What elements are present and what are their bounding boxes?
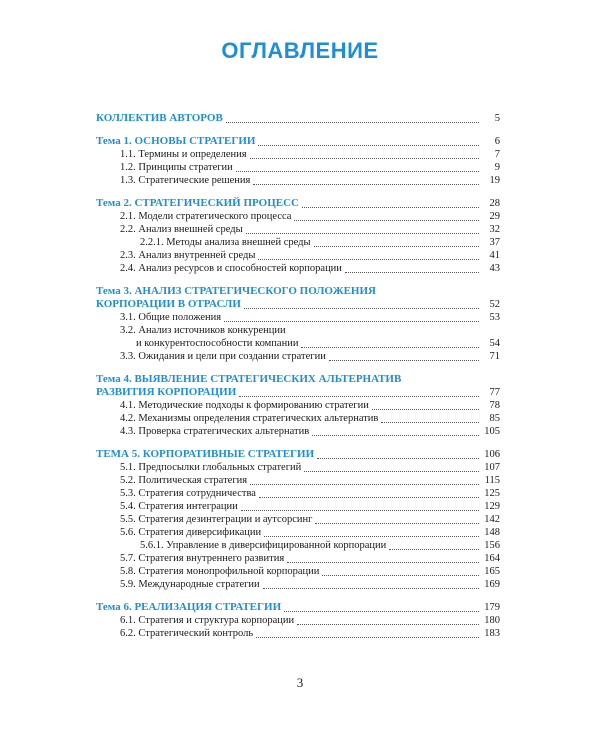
toc-entry-page: 115 <box>484 475 500 486</box>
toc-leader-dots <box>226 122 479 123</box>
toc-entry-title: 5.8. Стратегия монопрофильной корпорации <box>120 566 320 577</box>
toc-entry-page: 52 <box>489 299 500 310</box>
toc-entry-page: 106 <box>484 449 500 460</box>
toc-leader-dots <box>294 220 479 221</box>
toc-entry-page: 148 <box>484 527 500 538</box>
toc-leader-dots <box>372 409 479 410</box>
toc-entry-page: 164 <box>484 553 500 564</box>
toc-entry-title: 3.3. Ожидания и цели при создании стратегии <box>120 351 326 362</box>
toc-entry[interactable] <box>96 412 500 425</box>
toc-leader-dots <box>329 360 479 361</box>
toc-entry[interactable] <box>96 526 500 539</box>
toc-entry[interactable] <box>96 298 500 311</box>
toc-section <box>96 373 500 438</box>
toc-entry-title: 3.2. Анализ источников конкуренции <box>120 325 286 336</box>
toc-leader-dots <box>304 471 479 472</box>
toc-entry-title: 5.7. Стратегия внутреннего развития <box>120 553 285 564</box>
toc-entry[interactable] <box>96 565 500 578</box>
toc-entry[interactable] <box>96 513 500 526</box>
toc-entry-title: и конкурентоспособности компании <box>136 338 299 349</box>
toc-entry[interactable] <box>96 614 500 627</box>
toc-entry[interactable] <box>96 148 500 161</box>
toc-entry[interactable] <box>96 627 500 640</box>
toc-entry-title: 3.1. Общие положения <box>120 312 222 323</box>
toc-entry[interactable] <box>96 337 500 350</box>
toc-leader-dots <box>263 588 479 589</box>
toc-entry-title: Тема 2. СТРАТЕГИЧЕСКИЙ ПРОЦЕСС <box>96 197 300 209</box>
toc-entry-title: 5.6. Стратегия диверсификации <box>120 527 262 538</box>
toc-entry[interactable] <box>96 448 500 461</box>
toc-entry-page: 165 <box>484 566 500 577</box>
toc-entry[interactable] <box>96 210 500 223</box>
toc-entry[interactable] <box>96 350 500 363</box>
toc-section <box>96 197 500 275</box>
toc-entry[interactable] <box>96 539 500 552</box>
toc-entry-page: 85 <box>489 413 500 424</box>
toc-leader-dots <box>302 207 479 208</box>
toc-entry[interactable] <box>96 373 500 386</box>
toc-entry-title: 2.2.1. Методы анализа внешней среды <box>140 237 311 248</box>
toc-entry[interactable] <box>96 311 500 324</box>
toc-leader-dots <box>345 272 479 273</box>
toc-entry-title: 2.4. Анализ ресурсов и способностей корпорации <box>120 263 342 274</box>
toc-section <box>96 135 500 187</box>
toc-entry-title: 5.1. Предпосылки глобальных стратегий <box>120 462 302 473</box>
toc-entry-page: 105 <box>484 426 500 437</box>
page-title: ОГЛАВЛЕНИЕ <box>221 38 379 63</box>
toc-entry-page: 32 <box>489 224 500 235</box>
toc-entry-page: 19 <box>489 175 500 186</box>
toc-leader-dots <box>236 171 479 172</box>
toc-leader-dots <box>314 246 479 247</box>
toc-leader-dots <box>258 145 479 146</box>
toc-entry-page: 43 <box>489 263 500 274</box>
toc-entry[interactable] <box>96 552 500 565</box>
toc-entry-page: 53 <box>489 312 500 323</box>
toc-entry-title: 5.3. Стратегия сотрудничества <box>120 488 256 499</box>
toc-entry-page: 78 <box>489 400 500 411</box>
toc-section <box>96 285 500 363</box>
toc-entry-page: 28 <box>489 198 500 209</box>
toc-section <box>96 112 500 125</box>
toc-entry-page: 29 <box>489 211 500 222</box>
toc-entry[interactable] <box>96 474 500 487</box>
toc-entry-title: 2.3. Анализ внутренней среды <box>120 250 256 261</box>
toc-entry[interactable] <box>96 223 500 236</box>
toc-entry-page: 6 <box>494 136 500 147</box>
toc-entry[interactable] <box>96 601 500 614</box>
toc-leader-dots <box>284 611 479 612</box>
toc-entry[interactable] <box>96 112 500 125</box>
toc-entry[interactable] <box>96 425 500 438</box>
toc-section <box>96 601 500 640</box>
toc-leader-dots <box>264 536 479 537</box>
toc-entry-title: 4.3. Проверка стратегических альтернатив <box>120 426 310 437</box>
toc-entry-title: РАЗВИТИЯ КОРПОРАЦИИ <box>96 386 237 398</box>
toc-entry-title: 4.1. Методические подходы к формированию стратегии <box>120 400 369 411</box>
toc-entry-title: 1.1. Термины и определения <box>120 149 247 160</box>
toc-entry-page: 77 <box>489 387 500 398</box>
toc-entry-page: 54 <box>489 338 500 349</box>
toc-entry-page: 107 <box>484 462 500 473</box>
toc-entry-title: 5.4. Стратегия интеграции <box>120 501 238 512</box>
toc-entry[interactable] <box>96 161 500 174</box>
toc-entry-title: Тема 1. ОСНОВЫ СТРАТЕГИИ <box>96 135 256 147</box>
toc-entry[interactable] <box>96 386 500 399</box>
toc-leader-dots <box>246 233 479 234</box>
toc-leader-dots <box>315 523 479 524</box>
toc-entry[interactable] <box>96 324 500 337</box>
toc-entry-page: 180 <box>484 615 500 626</box>
toc-entry[interactable] <box>96 500 500 513</box>
table-of-contents <box>96 112 500 650</box>
toc-leader-dots <box>244 308 479 309</box>
toc-entry[interactable] <box>96 249 500 262</box>
toc-entry-title: Тема 6. РЕАЛИЗАЦИЯ СТРАТЕГИИ <box>96 601 282 613</box>
toc-entry-title: 5.9. Международные стратегии <box>120 579 260 590</box>
toc-entry[interactable] <box>96 285 500 298</box>
toc-leader-dots <box>250 158 479 159</box>
toc-leader-dots <box>239 396 479 397</box>
toc-entry-title: Тема 4. ВЫЯВЛЕНИЕ СТРАТЕГИЧЕСКИХ АЛЬТЕРНАТИВ <box>96 373 402 385</box>
toc-entry-page: 169 <box>484 579 500 590</box>
toc-entry-title: 1.3. Стратегические решения <box>120 175 251 186</box>
toc-leader-dots <box>322 575 479 576</box>
toc-leader-dots <box>258 259 479 260</box>
toc-entry-title: 6.1. Стратегия и структура корпорации <box>120 615 295 626</box>
toc-entry-title: 1.2. Принципы стратегии <box>120 162 233 173</box>
toc-entry-title: ТЕМА 5. КОРПОРАТИВНЫЕ СТРАТЕГИИ <box>96 448 315 460</box>
toc-leader-dots <box>250 484 479 485</box>
toc-entry-title: 5.6.1. Управление в диверсифицированной корпорации <box>140 540 387 551</box>
toc-entry-page: 71 <box>489 351 500 362</box>
toc-entry-page: 41 <box>489 250 500 261</box>
toc-leader-dots <box>389 549 479 550</box>
toc-entry[interactable] <box>96 197 500 210</box>
toc-entry-title: 5.2. Политическая стратегия <box>120 475 248 486</box>
toc-entry-title: Тема 3. АНАЛИЗ СТРАТЕГИЧЕСКОГО ПОЛОЖЕНИЯ <box>96 285 376 297</box>
toc-entry-title: КОЛЛЕКТИВ АВТОРОВ <box>96 112 223 124</box>
toc-entry-page: 9 <box>494 162 500 173</box>
toc-entry[interactable] <box>96 399 500 412</box>
toc-entry-title: 2.2. Анализ внешней среды <box>120 224 243 235</box>
toc-entry-title: КОРПОРАЦИИ В ОТРАСЛИ <box>96 298 241 310</box>
toc-entry-title: 5.5. Стратегия дезинтеграции и аутсорсинг <box>120 514 313 525</box>
toc-entry[interactable] <box>96 578 500 591</box>
toc-leader-dots <box>301 347 479 348</box>
toc-entry-title: 6.2. Стратегический контроль <box>120 628 254 639</box>
toc-entry-title: 2.1. Модели стратегического процесса <box>120 211 292 222</box>
toc-entry-title: 4.2. Механизмы определения стратегических альтернатив <box>120 413 379 424</box>
toc-leader-dots <box>253 184 479 185</box>
toc-entry-page: 156 <box>484 540 500 551</box>
toc-leader-dots <box>297 624 479 625</box>
toc-entry[interactable] <box>96 461 500 474</box>
toc-entry-page: 142 <box>484 514 500 525</box>
toc-leader-dots <box>317 458 479 459</box>
toc-entry-page: 125 <box>484 488 500 499</box>
toc-entry-page: 129 <box>484 501 500 512</box>
page-number: 3 <box>296 675 304 690</box>
toc-entry[interactable] <box>96 236 500 249</box>
toc-entry[interactable] <box>96 262 500 275</box>
toc-section <box>96 448 500 591</box>
toc-leader-dots <box>256 637 479 638</box>
toc-leader-dots <box>241 510 479 511</box>
toc-leader-dots <box>381 422 479 423</box>
toc-leader-dots <box>287 562 479 563</box>
toc-entry-page: 179 <box>484 602 500 613</box>
toc-entry-page: 5 <box>494 113 500 124</box>
toc-entry[interactable] <box>96 135 500 148</box>
toc-entry-page: 37 <box>489 237 500 248</box>
toc-leader-dots <box>312 435 479 436</box>
toc-leader-dots <box>224 321 479 322</box>
toc-entry[interactable] <box>96 487 500 500</box>
toc-entry-page: 7 <box>494 149 500 160</box>
toc-entry[interactable] <box>96 174 500 187</box>
toc-entry-page: 183 <box>484 628 500 639</box>
toc-leader-dots <box>259 497 479 498</box>
